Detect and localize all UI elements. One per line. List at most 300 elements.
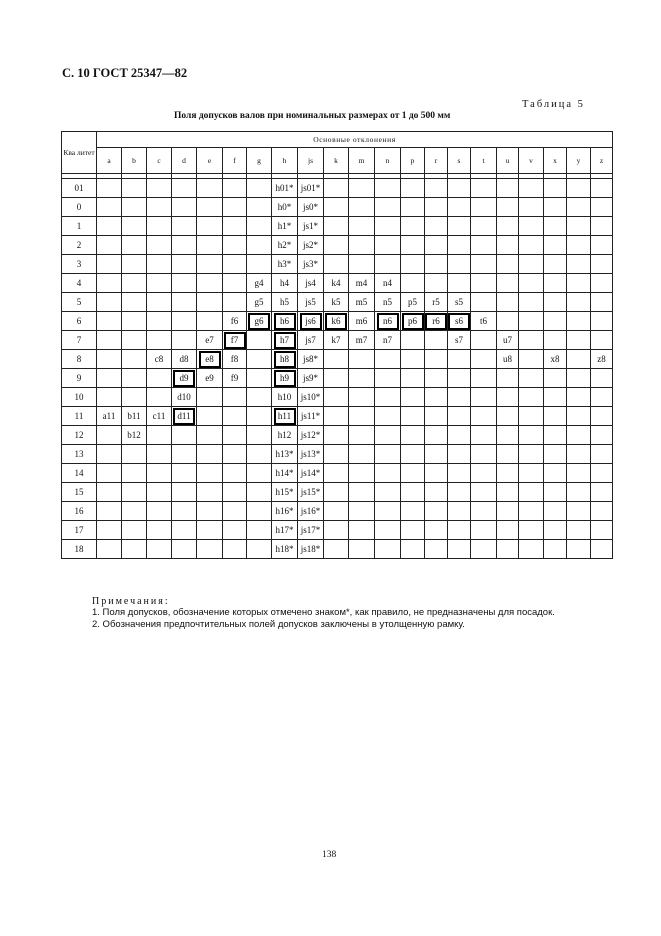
tolerance-cell-a bbox=[97, 502, 122, 521]
tolerance-cell-y bbox=[567, 521, 591, 540]
tolerance-cell-u: u7 bbox=[497, 331, 519, 350]
tolerance-cell-a bbox=[97, 521, 122, 540]
letter-header-r: r bbox=[425, 148, 448, 174]
tolerance-cell-x bbox=[544, 369, 567, 388]
tolerance-cell-y bbox=[567, 198, 591, 217]
tolerance-cell-r bbox=[425, 502, 448, 521]
tolerance-cell-c bbox=[147, 445, 172, 464]
tolerance-cell-r bbox=[425, 407, 448, 426]
tolerance-cell-p bbox=[401, 350, 425, 369]
tolerance-cell-d: d8 bbox=[172, 350, 197, 369]
tolerance-cell-u bbox=[497, 407, 519, 426]
tolerance-cell-u bbox=[497, 445, 519, 464]
tolerance-cell-s bbox=[448, 388, 471, 407]
tolerance-cell-v bbox=[519, 540, 544, 559]
tolerance-cell-e bbox=[197, 217, 223, 236]
tolerance-cell-d bbox=[172, 293, 197, 312]
tolerance-cell-d bbox=[172, 331, 197, 350]
tolerance-cell-u bbox=[497, 426, 519, 445]
tolerance-cell-y bbox=[567, 236, 591, 255]
tolerance-cell-g bbox=[247, 483, 272, 502]
tolerance-cell-x bbox=[544, 464, 567, 483]
tolerance-cell-x bbox=[544, 255, 567, 274]
tolerance-cell-p bbox=[401, 540, 425, 559]
tolerance-cell-x: x8 bbox=[544, 350, 567, 369]
tolerance-cell-h: h15* bbox=[272, 483, 298, 502]
qualitet-cell: 7 bbox=[62, 331, 97, 350]
tolerance-cell-f bbox=[223, 217, 247, 236]
qualitet-cell: 01 bbox=[62, 179, 97, 198]
tolerance-cell-n bbox=[375, 483, 401, 502]
tolerance-cell-f bbox=[223, 236, 247, 255]
table-row bbox=[62, 198, 613, 217]
table-row bbox=[62, 293, 613, 312]
tolerance-cell-r bbox=[425, 255, 448, 274]
tolerance-cell-h bbox=[272, 369, 298, 388]
letter-header-h: h bbox=[272, 148, 298, 174]
letter-header-v: v bbox=[519, 148, 544, 174]
tolerance-cell-p bbox=[401, 312, 425, 331]
tolerance-cell-k bbox=[324, 255, 349, 274]
tolerance-cell-e: e9 bbox=[197, 369, 223, 388]
tolerance-cell-c bbox=[147, 388, 172, 407]
preferred-field-frame: f7 bbox=[224, 332, 246, 349]
preferred-field-frame: g6 bbox=[248, 313, 270, 330]
tolerance-cell-g bbox=[247, 179, 272, 198]
tolerance-cell-r bbox=[425, 426, 448, 445]
tolerance-cell-b bbox=[122, 217, 147, 236]
tolerance-cell-g bbox=[247, 540, 272, 559]
tolerance-cell-k bbox=[324, 464, 349, 483]
tolerance-cell-s bbox=[448, 445, 471, 464]
tolerance-cell-r bbox=[425, 388, 448, 407]
tolerance-table bbox=[61, 131, 613, 559]
tolerance-cell-js: js13* bbox=[298, 445, 324, 464]
tolerance-cell-v bbox=[519, 179, 544, 198]
table-row bbox=[62, 255, 613, 274]
tolerance-cell-z: z8 bbox=[591, 350, 613, 369]
qualitet-cell: 17 bbox=[62, 521, 97, 540]
tolerance-cell-u bbox=[497, 521, 519, 540]
tolerance-cell-v bbox=[519, 483, 544, 502]
qualitet-cell: 14 bbox=[62, 464, 97, 483]
tolerance-cell-r bbox=[425, 274, 448, 293]
tolerance-cell-f bbox=[223, 255, 247, 274]
tolerance-cell-a bbox=[97, 331, 122, 350]
tolerance-cell-f bbox=[223, 179, 247, 198]
tolerance-cell-g bbox=[247, 388, 272, 407]
tolerance-cell-t bbox=[471, 331, 497, 350]
tolerance-cell-c bbox=[147, 483, 172, 502]
tolerance-cell-k bbox=[324, 388, 349, 407]
tolerance-cell-g bbox=[247, 369, 272, 388]
tolerance-cell-z bbox=[591, 274, 613, 293]
preferred-field-frame: h11 bbox=[274, 408, 296, 425]
tolerance-cell-k: k7 bbox=[324, 331, 349, 350]
tolerance-cell-s bbox=[448, 255, 471, 274]
tolerance-cell-e bbox=[197, 521, 223, 540]
tolerance-cell-z bbox=[591, 426, 613, 445]
tolerance-cell-a bbox=[97, 293, 122, 312]
tolerance-cell-z bbox=[591, 388, 613, 407]
tolerance-cell-v bbox=[519, 312, 544, 331]
tolerance-cell-p bbox=[401, 388, 425, 407]
table-number: Таблица 5 bbox=[522, 99, 585, 110]
tolerance-cell-d bbox=[172, 179, 197, 198]
table-row bbox=[62, 521, 613, 540]
preferred-field-frame: d11 bbox=[173, 408, 195, 425]
table-row bbox=[62, 331, 613, 350]
tolerance-cell-a bbox=[97, 350, 122, 369]
tolerance-cell-g bbox=[247, 236, 272, 255]
tolerance-cell-e bbox=[197, 464, 223, 483]
tolerance-cell-c bbox=[147, 312, 172, 331]
tolerance-cell-m bbox=[349, 483, 375, 502]
tolerance-cell-k bbox=[324, 502, 349, 521]
preferred-field-frame: s6 bbox=[448, 313, 470, 330]
tolerance-cell-u bbox=[497, 255, 519, 274]
tolerance-cell-t bbox=[471, 502, 497, 521]
tolerance-cell-n bbox=[375, 217, 401, 236]
tolerance-cell-d: d10 bbox=[172, 388, 197, 407]
tolerance-cell-g bbox=[247, 521, 272, 540]
tolerance-cell-d bbox=[172, 445, 197, 464]
tolerance-cell-n bbox=[375, 502, 401, 521]
qualitet-cell: 10 bbox=[62, 388, 97, 407]
tolerance-cell-r bbox=[425, 217, 448, 236]
tolerance-cell-s bbox=[448, 217, 471, 236]
tolerance-cell-c bbox=[147, 255, 172, 274]
tolerance-cell-s: s7 bbox=[448, 331, 471, 350]
tolerance-cell-b bbox=[122, 274, 147, 293]
tolerance-cell-u: u8 bbox=[497, 350, 519, 369]
tolerance-cell-p bbox=[401, 502, 425, 521]
tolerance-cell-s bbox=[448, 540, 471, 559]
tolerance-cell-g bbox=[247, 445, 272, 464]
tolerance-cell-k bbox=[324, 236, 349, 255]
tolerance-cell-t bbox=[471, 483, 497, 502]
qualitet-header: Ква литет bbox=[62, 132, 97, 174]
tolerance-cell-b bbox=[122, 502, 147, 521]
letter-header-f: f bbox=[223, 148, 247, 174]
tolerance-cell-x bbox=[544, 521, 567, 540]
tolerance-cell-b bbox=[122, 198, 147, 217]
letter-header-e: e bbox=[197, 148, 223, 174]
tolerance-cell-x bbox=[544, 540, 567, 559]
tolerance-cell-u bbox=[497, 312, 519, 331]
tolerance-cell-s bbox=[448, 198, 471, 217]
tolerance-cell-m bbox=[349, 540, 375, 559]
tolerance-cell-b: b12 bbox=[122, 426, 147, 445]
tolerance-cell-a bbox=[97, 217, 122, 236]
tolerance-cell-e bbox=[197, 274, 223, 293]
tolerance-cell-s bbox=[448, 407, 471, 426]
tolerance-cell-s bbox=[448, 350, 471, 369]
tolerance-cell-u bbox=[497, 483, 519, 502]
tolerance-cell-z bbox=[591, 521, 613, 540]
preferred-field-frame: h7 bbox=[274, 332, 296, 349]
tolerance-cell-js: js1* bbox=[298, 217, 324, 236]
tolerance-cell-y bbox=[567, 445, 591, 464]
tolerance-cell-js: js01* bbox=[298, 179, 324, 198]
tolerance-cell-h: h18* bbox=[272, 540, 298, 559]
tolerance-cell-r bbox=[425, 464, 448, 483]
tolerance-cell-y bbox=[567, 407, 591, 426]
tolerance-cell-u bbox=[497, 540, 519, 559]
tolerance-cell-m: m5 bbox=[349, 293, 375, 312]
tolerance-cell-d bbox=[172, 274, 197, 293]
tolerance-cell-z bbox=[591, 540, 613, 559]
tolerance-cell-n: n4 bbox=[375, 274, 401, 293]
tolerance-cell-e: e7 bbox=[197, 331, 223, 350]
table-row bbox=[62, 236, 613, 255]
tolerance-cell-js: js7 bbox=[298, 331, 324, 350]
tolerance-cell-t bbox=[471, 350, 497, 369]
tolerance-cell-y bbox=[567, 369, 591, 388]
qualitet-cell: 13 bbox=[62, 445, 97, 464]
tolerance-cell-s bbox=[448, 426, 471, 445]
tolerance-cell-m bbox=[349, 255, 375, 274]
tolerance-cell-k bbox=[324, 179, 349, 198]
tolerance-cell-c bbox=[147, 369, 172, 388]
tolerance-cell-r bbox=[425, 350, 448, 369]
tolerance-cell-r bbox=[425, 540, 448, 559]
notes-title: Примечания: bbox=[92, 596, 170, 607]
tolerance-cell-k bbox=[324, 426, 349, 445]
tolerance-cell-f bbox=[223, 483, 247, 502]
tolerance-cell-u bbox=[497, 293, 519, 312]
tolerance-cell-n bbox=[375, 198, 401, 217]
tolerance-cell-y bbox=[567, 350, 591, 369]
tolerance-cell-y bbox=[567, 217, 591, 236]
letter-header-k: k bbox=[324, 148, 349, 174]
tolerance-cell-f: f9 bbox=[223, 369, 247, 388]
tolerance-cell-b bbox=[122, 331, 147, 350]
tolerance-cell-js: js5 bbox=[298, 293, 324, 312]
preferred-field-frame: e8 bbox=[199, 351, 221, 368]
tolerance-cell-x bbox=[544, 293, 567, 312]
tolerance-cell-p bbox=[401, 369, 425, 388]
qualitet-cell: 3 bbox=[62, 255, 97, 274]
tolerance-cell-p bbox=[401, 236, 425, 255]
tolerance-cell-v bbox=[519, 502, 544, 521]
tolerance-cell-m bbox=[349, 236, 375, 255]
tolerance-cell-t bbox=[471, 369, 497, 388]
tolerance-cell-e bbox=[197, 483, 223, 502]
tolerance-cell-js: js8* bbox=[298, 350, 324, 369]
tolerance-cell-x bbox=[544, 483, 567, 502]
tolerance-cell-b bbox=[122, 521, 147, 540]
tolerance-cell-v bbox=[519, 331, 544, 350]
tolerance-cell-t bbox=[471, 464, 497, 483]
tolerance-cell-e bbox=[197, 293, 223, 312]
tolerance-cell-f bbox=[223, 198, 247, 217]
tolerance-cell-t bbox=[471, 179, 497, 198]
letter-header-a: a bbox=[97, 148, 122, 174]
tolerance-cell-k bbox=[324, 350, 349, 369]
tolerance-cell-js: js3* bbox=[298, 255, 324, 274]
tolerance-cell-s: s5 bbox=[448, 293, 471, 312]
tolerance-cell-p bbox=[401, 464, 425, 483]
tolerance-cell-p bbox=[401, 198, 425, 217]
tolerance-cell-h: h2* bbox=[272, 236, 298, 255]
tolerance-cell-m bbox=[349, 217, 375, 236]
tolerance-cell-t bbox=[471, 445, 497, 464]
tolerance-cell-y bbox=[567, 464, 591, 483]
letter-header-m: m bbox=[349, 148, 375, 174]
tolerance-cell-c bbox=[147, 274, 172, 293]
tolerance-cell-c bbox=[147, 502, 172, 521]
tolerance-cell-y bbox=[567, 502, 591, 521]
tolerance-cell-c: c8 bbox=[147, 350, 172, 369]
tolerance-cell-e bbox=[197, 179, 223, 198]
letter-header-b: b bbox=[122, 148, 147, 174]
tolerance-cell-p bbox=[401, 331, 425, 350]
tolerance-cell-k bbox=[324, 540, 349, 559]
tolerance-cell-p bbox=[401, 217, 425, 236]
tolerance-cell-d bbox=[172, 198, 197, 217]
tolerance-cell-u bbox=[497, 502, 519, 521]
tolerance-cell-a bbox=[97, 426, 122, 445]
tolerance-cell-p bbox=[401, 407, 425, 426]
tolerance-cell-k: k5 bbox=[324, 293, 349, 312]
tolerance-cell-g: g5 bbox=[247, 293, 272, 312]
tolerance-cell-k bbox=[324, 483, 349, 502]
tolerance-cell-n bbox=[375, 255, 401, 274]
tolerance-cell-v bbox=[519, 388, 544, 407]
letter-header-s: s bbox=[448, 148, 471, 174]
tolerance-cell-f bbox=[223, 540, 247, 559]
tolerance-cell-a bbox=[97, 445, 122, 464]
tolerance-cell-b bbox=[122, 179, 147, 198]
tolerance-cell-p bbox=[401, 255, 425, 274]
tolerance-cell-x bbox=[544, 217, 567, 236]
tolerance-cell-y bbox=[567, 179, 591, 198]
tolerance-cell-v bbox=[519, 426, 544, 445]
tolerance-cell-p bbox=[401, 521, 425, 540]
tolerance-cell-js: js18* bbox=[298, 540, 324, 559]
tolerance-cell-r bbox=[425, 483, 448, 502]
tolerance-cell-y bbox=[567, 540, 591, 559]
tolerance-cell-x bbox=[544, 198, 567, 217]
tolerance-cell-z bbox=[591, 217, 613, 236]
note-2: 2. Обозначения предпочтительных полей допусков заключены в утолщенную рамку. bbox=[92, 619, 465, 630]
letter-header-u: u bbox=[497, 148, 519, 174]
qualitet-cell: 12 bbox=[62, 426, 97, 445]
tolerance-cell-h bbox=[272, 350, 298, 369]
tolerance-cell-m bbox=[349, 369, 375, 388]
tolerance-cell-t bbox=[471, 540, 497, 559]
letter-header-g: g bbox=[247, 148, 272, 174]
letter-header-t: t bbox=[471, 148, 497, 174]
tolerance-cell-c: c11 bbox=[147, 407, 172, 426]
tolerance-cell-v bbox=[519, 217, 544, 236]
tolerance-cell-a bbox=[97, 464, 122, 483]
tolerance-cell-g bbox=[247, 331, 272, 350]
tolerance-cell-d bbox=[172, 483, 197, 502]
tolerance-cell-c bbox=[147, 236, 172, 255]
tolerance-cell-n: n5 bbox=[375, 293, 401, 312]
tolerance-cell-r bbox=[425, 445, 448, 464]
tolerance-cell-f: f8 bbox=[223, 350, 247, 369]
tolerance-cell-a bbox=[97, 388, 122, 407]
tolerance-cell-m bbox=[349, 426, 375, 445]
table-row bbox=[62, 274, 613, 293]
tolerance-cell-r bbox=[425, 198, 448, 217]
tolerance-cell-t bbox=[471, 426, 497, 445]
tolerance-cell-e bbox=[197, 388, 223, 407]
tolerance-cell-t bbox=[471, 407, 497, 426]
tolerance-cell-e bbox=[197, 540, 223, 559]
tolerance-cell-b bbox=[122, 483, 147, 502]
tolerance-cell-f bbox=[223, 445, 247, 464]
tolerance-cell-u bbox=[497, 274, 519, 293]
tolerance-cell-u bbox=[497, 369, 519, 388]
tolerance-cell-z bbox=[591, 255, 613, 274]
tolerance-cell-b bbox=[122, 312, 147, 331]
tolerance-cell-b: b11 bbox=[122, 407, 147, 426]
tolerance-cell-m bbox=[349, 179, 375, 198]
tolerance-cell-y bbox=[567, 331, 591, 350]
tolerance-cell-c bbox=[147, 331, 172, 350]
letter-header-x: x bbox=[544, 148, 567, 174]
tolerance-cell-d bbox=[172, 407, 197, 426]
tolerance-cell-u bbox=[497, 236, 519, 255]
preferred-field-frame: p6 bbox=[402, 313, 424, 330]
preferred-field-frame: js6 bbox=[300, 313, 322, 330]
tolerance-cell-u bbox=[497, 388, 519, 407]
tolerance-cell-n bbox=[375, 540, 401, 559]
tolerance-cell-g bbox=[247, 407, 272, 426]
tolerance-cell-a bbox=[97, 255, 122, 274]
tolerance-cell-e bbox=[197, 236, 223, 255]
tolerance-cell-z bbox=[591, 312, 613, 331]
qualitet-cell: 9 bbox=[62, 369, 97, 388]
table-row bbox=[62, 483, 613, 502]
table-row bbox=[62, 179, 613, 198]
tolerance-cell-d bbox=[172, 369, 197, 388]
tolerance-cell-x bbox=[544, 236, 567, 255]
qualitet-cell: 11 bbox=[62, 407, 97, 426]
document-header: С. 10 ГОСТ 25347—82 bbox=[62, 66, 188, 80]
tolerance-cell-b bbox=[122, 236, 147, 255]
tolerance-cell-k bbox=[324, 198, 349, 217]
letter-header-c: c bbox=[147, 148, 172, 174]
table-row bbox=[62, 445, 613, 464]
tolerance-cell-x bbox=[544, 388, 567, 407]
tolerance-cell-s bbox=[448, 483, 471, 502]
tolerance-cell-r bbox=[425, 521, 448, 540]
tolerance-cell-g bbox=[247, 502, 272, 521]
tolerance-cell-z bbox=[591, 483, 613, 502]
tolerance-cell-v bbox=[519, 274, 544, 293]
tolerance-cell-b bbox=[122, 350, 147, 369]
tolerance-cell-b bbox=[122, 369, 147, 388]
tolerance-cell-g bbox=[247, 217, 272, 236]
tolerance-cell-f bbox=[223, 388, 247, 407]
tolerance-cell-s bbox=[448, 464, 471, 483]
note-1: 1. Поля допусков, обозначение которых отмечено знаком*, как правило, не предназначены для посадок. bbox=[92, 607, 555, 618]
tolerance-cell-h: h1* bbox=[272, 217, 298, 236]
tolerance-cell-t bbox=[471, 217, 497, 236]
tolerance-cell-js: js2* bbox=[298, 236, 324, 255]
letter-header-js: js bbox=[298, 148, 324, 174]
tolerance-cell-n bbox=[375, 350, 401, 369]
tolerance-cell-r bbox=[425, 369, 448, 388]
tolerance-cell-js: js14* bbox=[298, 464, 324, 483]
tolerance-cell-p bbox=[401, 274, 425, 293]
tolerance-cell-u bbox=[497, 179, 519, 198]
